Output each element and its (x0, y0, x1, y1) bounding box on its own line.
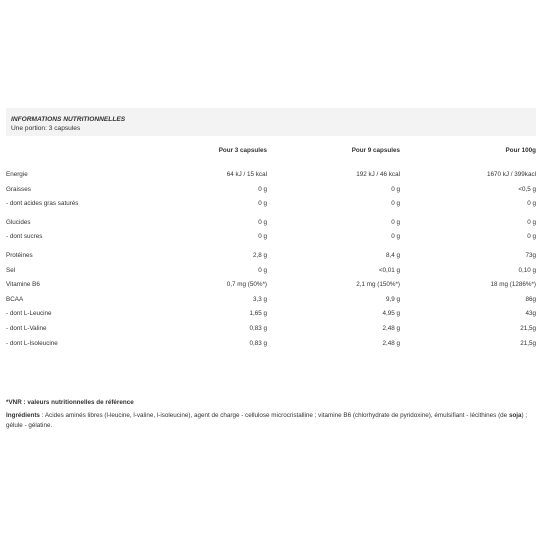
ingredients-label: Ingrédients (6, 412, 40, 419)
table-row (6, 252, 536, 267)
row-value: 192 kJ / 46 kcal (356, 171, 400, 178)
row-label: - dont acides gras saturés (6, 200, 79, 208)
row-value: 2,48 g (382, 339, 400, 347)
column-header-3-capsules: Pour 3 capsules (218, 147, 267, 154)
table-row (6, 267, 536, 282)
row-value: 0 g (258, 233, 267, 241)
row-label: BCAA (6, 295, 24, 303)
row-value: 0 g (258, 218, 267, 226)
table-row (6, 310, 536, 325)
table-row (6, 219, 536, 234)
row-value: 43g (525, 310, 536, 318)
ingredients-allergen: soja (508, 412, 522, 419)
ingredients-part-1: : Acides aminés libres (l-leucine, l-valine, l-isoleucine), agent de charge - cellulose microcristalline ; vitamine B6 (chlorhydrate de pyridoxine), émulsifiant - lécithines (de (39, 412, 509, 419)
row-value: 21,5g (520, 324, 536, 332)
row-value: <0,01 g (378, 266, 400, 274)
row-value: 2,1 mg (150%*) (356, 281, 400, 289)
row-value: 2,8 g (252, 251, 267, 259)
row-value: 0 g (258, 200, 267, 208)
row-value: 0 g (258, 266, 267, 274)
table-row (6, 340, 536, 355)
ingredients-part-2: ) ; gélule - gélatine. (6, 412, 528, 429)
nutrition-panel (6, 108, 536, 354)
footer-notes (6, 398, 531, 431)
table-row (6, 200, 536, 215)
row-value: 86g (525, 295, 536, 303)
row-value: 0 g (391, 200, 400, 208)
row-value: 9,9 g (385, 295, 400, 303)
row-value: 2,48 g (382, 324, 400, 332)
row-value: 0,83 g (249, 339, 267, 347)
row-value: 0 g (258, 185, 267, 193)
row-label: - dont L-Isoleucine (6, 339, 58, 347)
row-value: 0 g (527, 218, 536, 226)
row-value: <0,5 g (518, 185, 536, 193)
row-value: 0 g (391, 185, 400, 193)
row-label: Energie (6, 171, 28, 178)
table-row (6, 171, 536, 186)
row-value: 18 mg (1286%*) (490, 281, 536, 289)
table-row (6, 186, 536, 201)
table-row (6, 233, 536, 248)
row-label: - dont sucres (6, 233, 43, 241)
row-value: 21,5g (520, 339, 536, 347)
row-value: 0 g (391, 233, 400, 241)
nutrition-table (6, 147, 536, 354)
row-label: - dont L-Leucine (6, 310, 52, 318)
row-value: 73g (525, 251, 536, 259)
row-value: 8,4 g (385, 251, 400, 259)
row-value: 1,65 g (249, 310, 267, 318)
row-value: 4,95 g (382, 310, 400, 318)
row-value: 0,7 mg (50%*) (226, 281, 267, 289)
row-value: 64 kJ / 15 kcal (226, 171, 267, 178)
row-value: 3,3 g (252, 295, 267, 303)
row-label: Glucides (6, 218, 31, 226)
column-header-100g: Pour 100g (505, 147, 536, 154)
row-value: 1670 kJ / 399kacl (486, 171, 536, 178)
vnr-note: *VNR : valeurs nutritionnelles de référence (6, 399, 134, 406)
column-header-9-capsules: Pour 9 capsules (351, 147, 400, 154)
nutrition-table-body (6, 171, 536, 354)
table-row (6, 325, 536, 340)
row-label: - dont L-Valine (6, 324, 47, 332)
nutrition-header (6, 108, 536, 136)
row-value: 0,10 g (518, 266, 536, 274)
row-value: 0 g (391, 218, 400, 226)
ingredients-text (6, 411, 531, 431)
table-row (6, 296, 536, 311)
row-value: 0 g (527, 200, 536, 208)
row-label: Protéines (6, 251, 33, 259)
row-value: 0 g (527, 233, 536, 241)
column-header-empty (6, 147, 141, 171)
row-value: 0,83 g (249, 324, 267, 332)
row-label: Graisses (6, 185, 31, 193)
table-row (6, 281, 536, 296)
portion-subtitle: Une portion: 3 capsules (11, 125, 81, 132)
nutrition-title: INFORMATIONS NUTRITIONNELLES (11, 116, 126, 123)
row-label: Sel (6, 266, 16, 274)
row-label: Vitamine B6 (6, 281, 40, 289)
